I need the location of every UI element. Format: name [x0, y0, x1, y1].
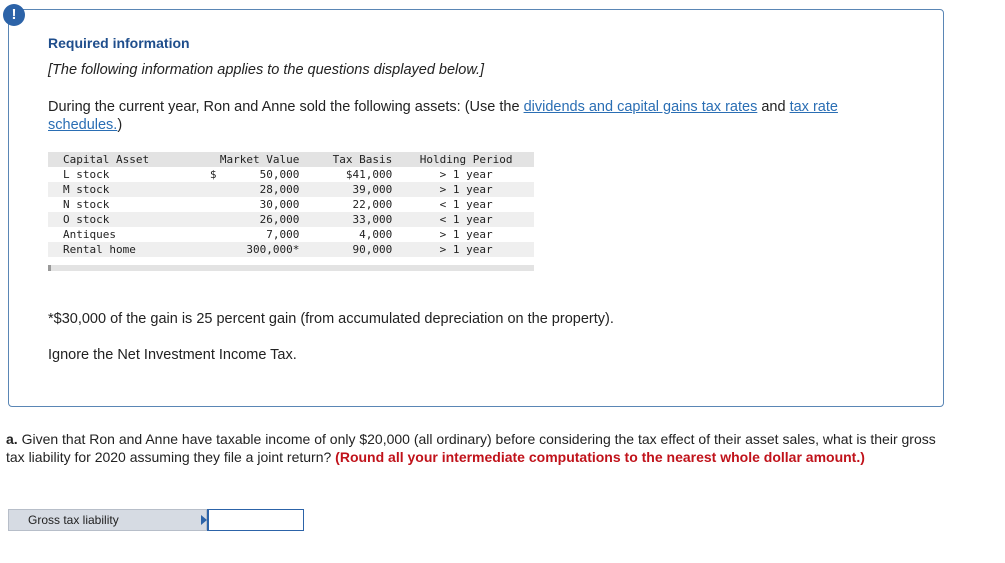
question-part-label: a. — [6, 431, 18, 447]
intro-after: ) — [117, 117, 123, 133]
table-row — [48, 167, 534, 182]
cell-holding-period: > 1 year — [398, 182, 534, 197]
alert-icon: ! — [3, 4, 25, 26]
cell-tax-basis: 39,000 — [305, 182, 398, 197]
cell-asset: Antiques — [63, 228, 116, 241]
header-capital-asset: Capital Asset — [48, 152, 187, 167]
cell-market-value: 26,000 — [187, 212, 306, 227]
cell-market-value: 7,000 — [266, 228, 300, 241]
cell-market-value — [187, 167, 306, 182]
cell-holding-period: > 1 year — [439, 168, 493, 181]
cell-market-value: 30,000 — [259, 198, 300, 211]
table-footer-bar — [48, 265, 534, 271]
cell-tax-basis: $41,000 — [345, 168, 393, 181]
cell-market-value: 28,000 — [187, 182, 306, 197]
rental-home-footnote: *$30,000 of the gain is 25 percent gain (from accumulated depreciation on the property). — [48, 311, 614, 327]
table-row — [48, 212, 534, 227]
applies-note: [The following information applies to the questions displayed below.] — [48, 62, 485, 78]
table-row — [48, 197, 534, 212]
dividends-capital-gains-rates-link[interactable]: dividends and capital gains tax rates — [523, 99, 758, 115]
cell-asset: N stock — [63, 198, 110, 211]
header-market-value: Market Value — [187, 152, 306, 167]
cell-holding-period: < 1 year — [439, 198, 493, 211]
required-information-title: Required information — [48, 35, 190, 51]
table-header-row — [48, 152, 534, 167]
cell-tax-basis: 33,000 — [305, 212, 398, 227]
intro-mid: and — [757, 99, 790, 115]
table-row — [48, 182, 534, 197]
cell-holding-period: > 1 year — [439, 228, 493, 241]
gross-tax-liability-label: Gross tax liability — [8, 509, 207, 531]
cell-holding-period: < 1 year — [398, 212, 534, 227]
question-a — [6, 430, 936, 466]
cell-market-dollar: $ — [209, 168, 217, 181]
rounding-instruction: (Round all your intermediate computations to the nearest whole dollar amount.) — [335, 449, 865, 465]
header-tax-basis: Tax Basis — [305, 152, 398, 167]
table-row — [48, 242, 534, 257]
cell-holding-period: > 1 year — [398, 242, 534, 257]
cell-asset: M stock — [48, 182, 187, 197]
ignore-niit-note: Ignore the Net Investment Income Tax. — [48, 347, 297, 363]
assets-table — [48, 152, 534, 257]
table-row — [48, 227, 534, 242]
header-holding-period: Holding Period — [398, 152, 534, 167]
cell-tax-basis: 90,000 — [305, 242, 398, 257]
cell-tax-basis: 4,000 — [359, 228, 393, 241]
cell-asset: O stock — [48, 212, 187, 227]
cell-tax-basis: 22,000 — [352, 198, 393, 211]
intro-before: During the current year, Ron and Anne sold the following assets: (Use the — [48, 99, 524, 115]
gross-tax-liability-input[interactable] — [207, 509, 304, 531]
intro-text — [48, 98, 868, 134]
cell-market-value: 300,000* — [187, 242, 306, 257]
tax-rate-schedules-link[interactable]: tax rate schedules. — [48, 99, 838, 133]
cell-market-amount: 50,000 — [259, 168, 300, 181]
cell-asset: L stock — [63, 168, 110, 181]
answer-row — [8, 509, 304, 531]
question-text: Given that Ron and Anne have taxable income of only $20,000 (all ordinary) before considering the tax effect of their asset sales, what is their gross tax liability for 2020 assuming they file a joint return? — [6, 431, 936, 465]
cell-asset: Rental home — [48, 242, 187, 257]
